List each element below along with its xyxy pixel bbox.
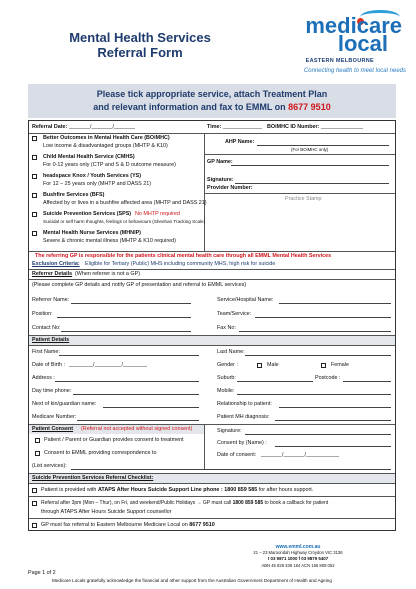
footer-website[interactable]: www.emml.com.au [275,544,321,550]
service-title-bushfire: Bushfire Services (BFS) [43,192,105,198]
divider [29,345,395,346]
relationship-label: Relationship to patient: [217,401,272,407]
consent-date-field[interactable]: _______/_______/___________ [261,452,339,458]
last-name-field[interactable] [245,355,391,356]
service-desc-sps: Suicidal or self harm thoughts, feelings or behaviours (Sheehan Tracking Scale) [43,219,206,224]
divider [204,154,395,155]
day-phone-label: Day time phone: [32,388,72,394]
consent-treatment-label: Patient / Parent or Guardian provides consent to treatment [44,437,184,443]
consent-by-field[interactable] [275,446,391,447]
referral-date-field[interactable]: _______/_______/_______ [69,124,135,130]
dob-label: Date of Birth : [32,362,65,368]
fax-no-label: Fax No: [217,325,236,331]
checklist-item-3-checkbox[interactable] [32,523,37,528]
position-label: Position: [32,311,53,317]
next-of-kin-label: Next of kin/guardian name: [32,401,97,407]
service-title-youth: headspace Knox / Youth Services (YS) [43,173,142,179]
gender-female-checkbox[interactable] [321,363,326,368]
referral-date-label: Referral Date: [32,124,68,130]
contact-footer [238,544,358,569]
checklist-item-2-prefix: Referral after 3pm (Mon – Thur), on Fri, and weekend/Public Holidays → GP must call [41,500,233,506]
exclusion-criteria-label: Exclusion Criteria: [32,261,80,267]
medicare-number-field[interactable] [77,420,199,421]
service-title-sps: Suicide Prevention Services (SPS) [43,211,132,217]
service-title-cmhs: Child Mental Health Service (CMHS) [43,154,135,160]
suburb-field[interactable] [237,381,313,382]
logo-word-medicare: medicare [305,13,402,38]
checklist-heading: Suicide Prevention Services Referral Checklist: [32,475,154,481]
column-divider [204,133,205,251]
exclusion-criteria-text: Eligible for Tertiary (Public) MHS including community MHS, high risk for suicide [85,261,276,267]
gp-responsibility-notice: The referring GP is responsible for the patients clinical mental health care through all EMML Mental Health Services [35,253,332,259]
checklist-item-1-prefix: Patient is provided with [41,487,98,493]
divider [29,483,395,484]
fax-no-field[interactable] [239,331,391,332]
patient-details-heading: Patient Details [32,337,70,343]
referrer-name-label: Referrer Name: [32,297,70,303]
service-desc-boimhc: Low income & disadvantaged groups (MHTP & K10) [43,143,168,149]
gp-name-field[interactable] [231,165,389,166]
address-field[interactable] [55,381,199,382]
patient-details-bar [29,336,395,345]
time-label: Time: [207,124,222,130]
team-service-field[interactable] [255,317,391,318]
divider [29,251,395,252]
next-of-kin-field[interactable] [103,407,199,408]
column-divider [204,424,205,470]
checklist-item-2-phone: 1800 859 585 [232,500,264,506]
mh-diagnosis-field[interactable] [275,420,391,421]
service-checkbox-bushfire[interactable] [32,193,37,198]
checklist-item-3 [41,522,215,528]
checklist-item-3-fax: 8677 9510 [189,522,215,528]
signature-label: Signature: [207,177,234,183]
provider-number-label: Provider Number: [207,185,253,191]
service-hospital-label: Service/Hospital Name: [217,297,274,303]
consent-correspondence-checkbox[interactable] [35,451,40,456]
service-title-mhnip: Mental Health Nurse Services (MHNIP) [43,230,141,236]
referrer-heading: Referrer Details [32,271,73,277]
service-desc-cmhs: For 0-12 years only (CTP and S & D outcome measure) [43,162,176,168]
postcode-field[interactable] [343,381,391,382]
gender-label: Gender : [217,362,238,368]
service-desc-mhnip: Severe & chronic mental illness (MHTP & K10 required) [43,238,176,244]
divider [29,279,395,280]
gp-name-label: GP Name: [207,159,233,165]
logo-region: EASTERN MELBOURNE [305,58,374,64]
postcode-label: Postcode : [315,375,341,381]
ahp-name-field[interactable] [257,145,389,146]
checklist-item-2-checkbox[interactable] [32,501,37,506]
practice-stamp-label: Practice Stamp [285,196,322,202]
checklist-item-2-line-2: through ATAPS After Hours Suicide Support counsellor [41,509,172,515]
checklist-item-1-phone: ATAPS After Hours Suicide Support Line phone : 1800 859 585 [97,487,258,493]
consent-heading-note: (Referral not accepted without signed consent) [81,426,193,432]
consent-treatment-checkbox[interactable] [35,438,40,443]
medicare-local-logo [262,8,408,78]
contact-no-field[interactable] [61,331,191,332]
logo-tagline: Connecting health to meet local needs [303,68,406,74]
position-field[interactable] [57,317,191,318]
checklist-item-1-suffix: for after hours support. [257,487,314,493]
dob-field[interactable]: ________/_________/________ [69,362,147,368]
title-line-2: Referral Form [97,45,183,60]
boimhc-id-label: BOiMHC ID Number: [267,124,320,130]
consent-heading: Patient Consent [32,426,74,432]
referrer-name-field[interactable] [71,303,191,304]
consent-signature-label: Signature: [217,428,242,434]
service-title-boimhc: Better Outcomes in Mental Health Care (BOiMHC) [43,135,170,141]
medicare-number-label: Medicare Number: [32,414,77,420]
mobile-field[interactable] [237,394,391,395]
mh-diagnosis-label: Patient MH diagnosis: [217,414,270,420]
consent-correspondence-label: Consent to EMML providing correspondence to [44,450,157,456]
banner-line-2-text: and relevant information and fax to EMML on [93,102,289,112]
mobile-label: Mobile: [217,388,235,394]
boimhc-id-field[interactable]: ______________ [321,124,363,130]
time-field[interactable]: _____________ [223,124,262,130]
instruction-banner [28,84,396,118]
form-title [40,30,240,60]
divider [204,193,395,194]
footer-address: 21 – 23 Maroondah Highway Croydon VIC 3136 [253,550,343,556]
referrer-instruction: (Please complete GP details and notify GP of presentation and referral to EMML services) [32,282,247,288]
funding-acknowledgement: Medicare Locals gratefully acknowledge the financial and other support from the Australian Government Department of Health and Ageing [52,578,332,583]
list-services-label: (List services): [32,463,67,469]
checklist-item-1-checkbox[interactable] [32,488,37,493]
consent-by-label: Consent by (Name) : [217,440,267,446]
last-name-label: Last Name: [217,349,245,355]
checklist-item-2 [41,500,328,506]
gender-female-label: Female [331,362,349,368]
logo-word-local: local [337,31,388,56]
address-label: Address : [32,375,55,381]
footer-phone-fax: t 03 9871 1000 f 03 9879 5407 [267,556,329,562]
consent-signature-field[interactable] [245,434,391,435]
divider [29,269,395,270]
suburb-label: Suburb: [217,375,236,381]
banner-line-2 [28,101,396,114]
checklist-item-2-suffix: to book a callback for patient [263,500,329,506]
relationship-field[interactable] [279,407,391,408]
first-name-field[interactable] [59,355,199,356]
checklist-item-3-prefix: GP must fax referral to Eastern Melbourne Medicare Local on [41,522,190,528]
team-service-label: Team/Service: [217,311,252,317]
service-checkbox-sps[interactable] [32,212,37,217]
service-checkbox-mhnip[interactable] [32,231,37,236]
first-name-label: First Name: [32,349,60,355]
gender-male-checkbox[interactable] [257,363,262,368]
footer-abn: ABN 45 828 338 184 ACN 156 808 052 [261,562,335,568]
contact-no-label: Contact No: [32,325,61,331]
title-line-1: Mental Health Services [69,30,211,45]
service-checkbox-youth[interactable] [32,174,37,179]
divider [29,496,395,497]
referrer-heading-note: (When referrer is not a GP) [75,271,141,277]
page-number: Page 1 of 2 [28,570,56,576]
gender-male-label: Male [267,362,279,368]
service-hospital-field[interactable] [279,303,391,304]
divider [29,133,395,134]
checklist-item-1 [41,487,313,493]
service-note-sps: No MHTP required [135,211,180,217]
list-services-field[interactable] [71,469,391,470]
service-desc-youth: For 12 – 25 years only (MHTP and DASS 21) [43,181,152,187]
consent-date-label: Date of consent: [217,452,257,458]
ahp-name-note: (For BOiMHC only) [291,147,329,152]
service-checkbox-boimhc[interactable] [32,136,37,141]
divider [29,518,395,519]
referral-form [28,120,396,531]
banner-fax-number: 8677 9510 [288,102,331,112]
service-desc-bushfire: Affected by or lives in a bushfire affected area (MHTP and DASS 21) [43,200,207,206]
ahp-name-label: AHP Name: [225,139,255,145]
gp-signature-field[interactable] [235,183,389,184]
day-phone-field[interactable] [73,394,199,395]
banner-line-1: Please tick appropriate service, attach Treatment Plan [96,89,328,99]
service-checkbox-cmhs[interactable] [32,155,37,160]
